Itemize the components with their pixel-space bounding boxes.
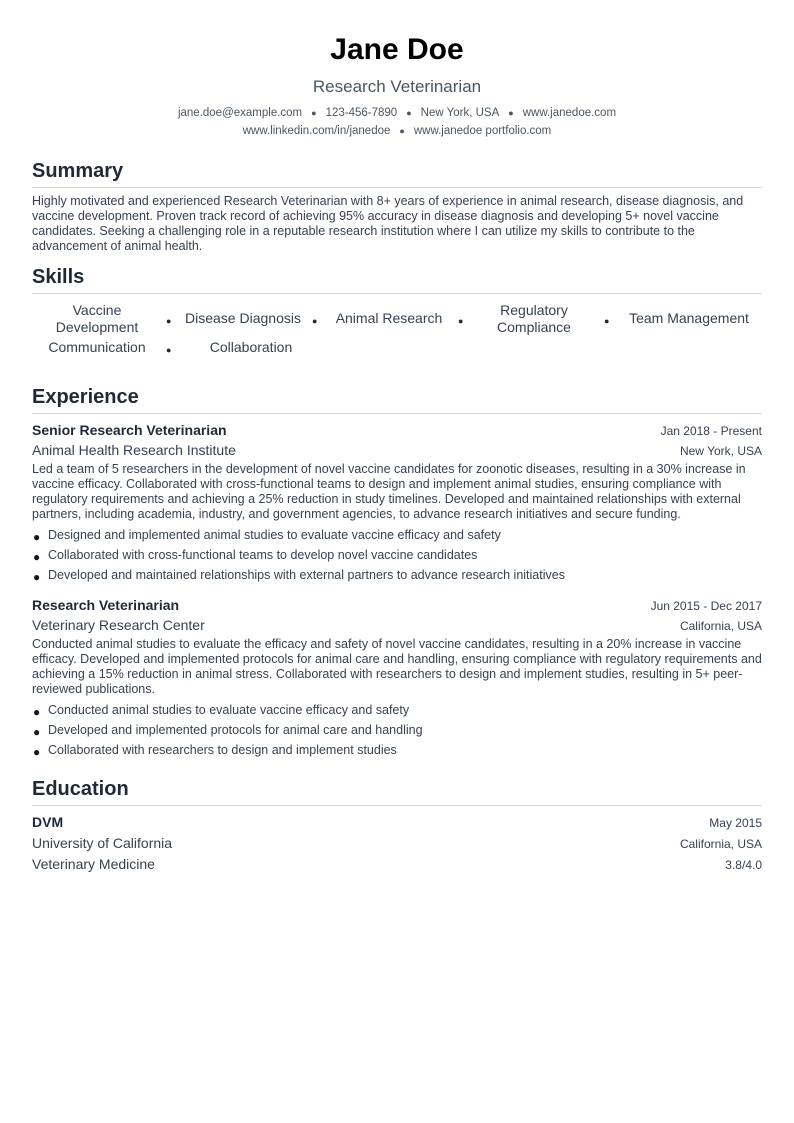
separator-dot: ●: [604, 316, 610, 327]
skill-item: Vaccine Development: [55, 302, 139, 336]
separator-dot: ●: [311, 108, 317, 118]
summary-heading: Summary: [32, 158, 762, 188]
skills-heading: Skills: [32, 264, 762, 294]
bullet-text: Collaborated with researchers to design and implement studies: [48, 743, 397, 758]
job-title: Research Veterinarian: [32, 597, 180, 614]
job-company: Animal Health Research Institute: [32, 442, 236, 459]
skills-section: [32, 264, 762, 372]
candidate-name: Jane Doe: [330, 33, 464, 66]
job-bullets: [32, 525, 762, 585]
job-entry: [32, 420, 762, 585]
contact-phone[interactable]: 123-456-7890: [325, 107, 398, 120]
candidate-title: Research Veterinarian: [312, 77, 482, 96]
education-location: California, USA: [679, 837, 762, 852]
bullet-icon: ●: [33, 550, 41, 565]
summary-section: [32, 158, 762, 254]
bullet-icon: ●: [33, 745, 41, 760]
list-item: [32, 565, 762, 585]
skills-grid: [32, 302, 762, 372]
education-degree: DVM: [32, 814, 64, 831]
job-bullets: [32, 700, 762, 760]
contact-line-2: [32, 122, 762, 140]
job-description: Led a team of 5 researchers in the development of novel vaccine candidates for zoonotic diseases, resulting in a 30% increase in vaccine efficacy. Collaborated with cross-functional teams to design and implement animal studies, ensuring compliance with regulatory requirements and achieving a 25% reduction in study timelines. Developed and maintained relationships with external partners, including academia, industry, and government agencies, to advance research initiatives and secure funding.: [32, 462, 746, 522]
bullet-text: Conducted animal studies to evaluate vaccine efficacy and safety: [48, 703, 410, 718]
contact-linkedin[interactable]: www.linkedin.com/in/janedoe: [242, 125, 391, 138]
bullet-icon: ●: [33, 725, 41, 740]
job-dates: Jun 2015 - Dec 2017: [650, 599, 762, 614]
bullet-icon: ●: [33, 530, 41, 545]
bullet-text: Developed and maintained relationships with external partners to advance research initiatives: [48, 568, 565, 583]
separator-dot: ●: [312, 316, 318, 327]
list-item: [32, 720, 762, 740]
resume-header: [32, 32, 762, 140]
job-dates: Jan 2018 - Present: [660, 424, 762, 439]
separator-dot: ●: [406, 108, 412, 118]
experience-section: [32, 384, 762, 760]
job-company: Veterinary Research Center: [32, 617, 205, 634]
skill-item: Collaboration: [209, 339, 293, 356]
skill-item: Disease Diagnosis: [185, 310, 301, 327]
education-date: May 2015: [709, 816, 762, 831]
job-location: New York, USA: [679, 444, 762, 459]
separator-dot: ●: [166, 316, 172, 327]
skill-item: Communication: [48, 339, 146, 356]
contact-line-1: [32, 104, 762, 122]
education-section: [32, 776, 762, 875]
experience-heading: Experience: [32, 384, 762, 414]
job-entry: [32, 595, 762, 760]
separator-dot: ●: [508, 108, 514, 118]
summary-text: Highly motivated and experienced Research Veterinarian with 8+ years of experience in animal research, disease diagnosis, and vaccine development. Proven track record of achieving 95% accuracy in disease diagnosis and developing 5+ novel vaccine candidates. Seeking a challenging role in a reputable research institution where I can utilize my skills to contribute to the advancement of animal health.: [32, 194, 744, 254]
separator-dot: ●: [399, 126, 405, 137]
contact-email[interactable]: jane.doe@example.com: [177, 107, 303, 120]
bullet-text: Collaborated with cross-functional teams to develop novel vaccine candidates: [48, 548, 478, 563]
list-item: [32, 525, 762, 545]
contact-portfolio[interactable]: www.janedoe portfolio.com: [413, 125, 552, 138]
list-item: [32, 740, 762, 760]
bullet-text: Designed and implemented animal studies to evaluate vaccine efficacy and safety: [48, 528, 501, 543]
bullet-icon: ●: [33, 705, 41, 720]
list-item: [32, 545, 762, 565]
education-heading: Education: [32, 776, 762, 806]
education-gpa: 3.8/4.0: [725, 858, 762, 873]
separator-dot: ●: [166, 345, 172, 356]
skill-item: Team Management: [629, 310, 749, 327]
job-description: Conducted animal studies to evaluate the efficacy and safety of novel vaccine candidates, resulting in a 20% increase in vaccine efficacy. Developed and implemented protocols for animal care and handling, ensuring compliance with regulatory requirements and achieving a 15% reduction in animal stress. Collaborated with researchers to design and implement studies, resulting in 5+ peer-reviewed publications.: [32, 637, 762, 697]
skill-item: Animal Research: [335, 310, 443, 327]
skill-item: Regulatory Compliance: [497, 302, 571, 336]
education-field: Veterinary Medicine: [32, 856, 155, 873]
list-item: [32, 700, 762, 720]
contact-location: New York, USA: [420, 107, 500, 120]
bullet-text: Developed and implemented protocols for animal care and handling: [48, 723, 423, 738]
job-location: California, USA: [679, 619, 762, 634]
education-school: University of California: [32, 835, 173, 852]
job-title: Senior Research Veterinarian: [32, 422, 227, 439]
bullet-icon: ●: [33, 570, 41, 585]
separator-dot: ●: [458, 316, 464, 327]
contact-website[interactable]: www.janedoe.com: [522, 107, 617, 120]
